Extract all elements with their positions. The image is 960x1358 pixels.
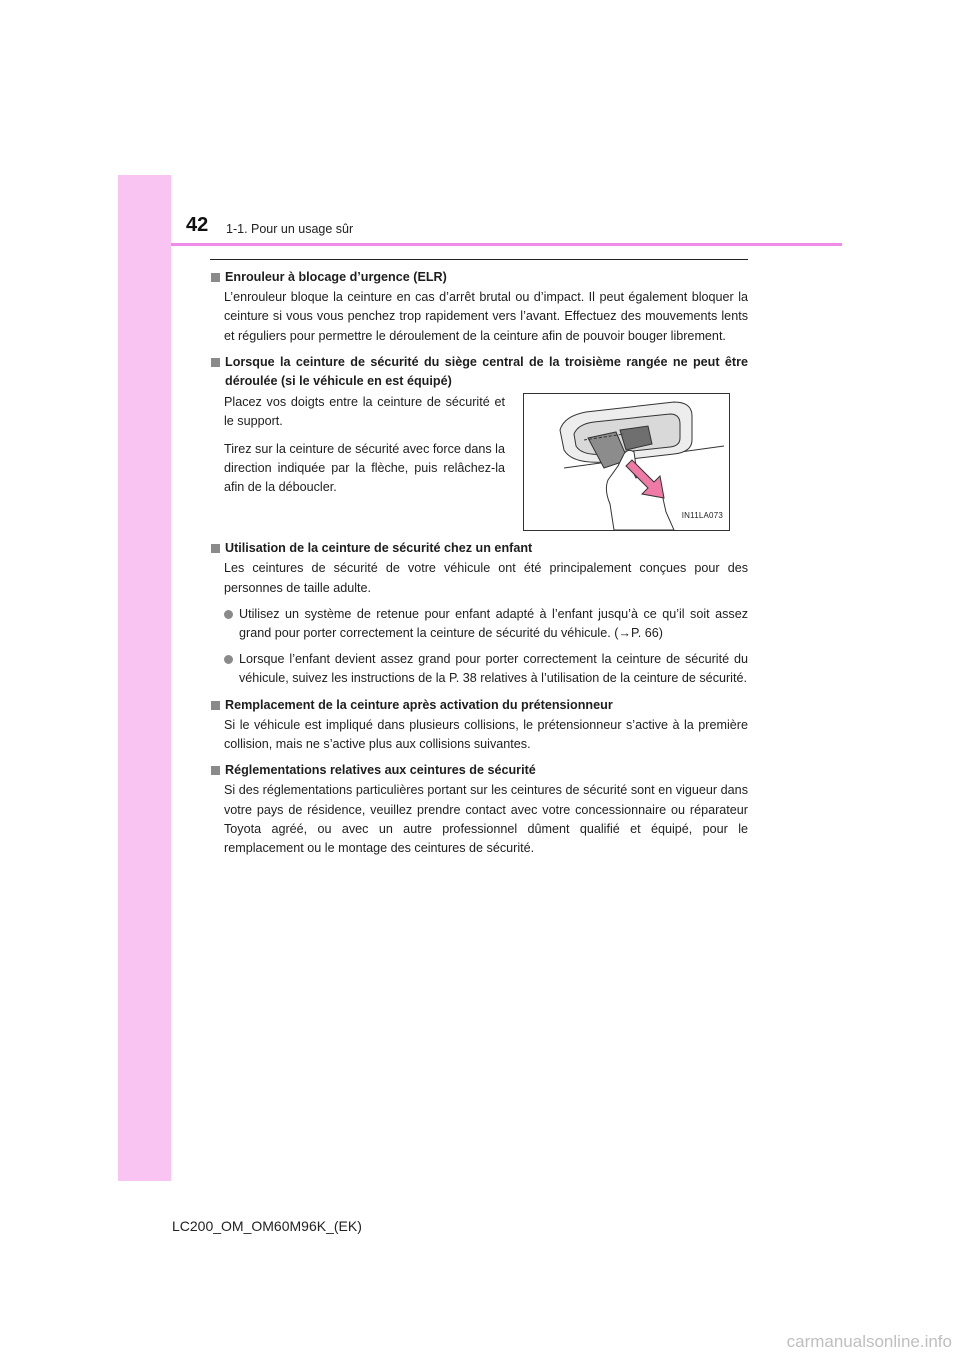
section-heading: Réglementations relatives aux ceintures de sécurité (211, 761, 748, 780)
instruction-step: Tirez sur la ceinture de sécurité avec force dans la direction indiquée par la flèche, puis relâchez-la afin de la déboucler. (224, 441, 505, 495)
header-rule (171, 243, 842, 246)
section-heading: Enrouleur à blocage d’urgence (ELR) (211, 268, 748, 287)
square-bullet-icon (211, 273, 220, 282)
figure-code: IN11LA073 (681, 511, 723, 521)
watermark: carmanualsonline.info (786, 1332, 952, 1351)
content-rule (210, 259, 748, 260)
section-body: Si le véhicule est impliqué dans plusieurs collisions, le prétensionneur s’active à la première collision, mais ne s’active plus aux collisions suivantes. (224, 717, 748, 752)
square-bullet-icon (211, 358, 220, 367)
round-bullet-icon (224, 610, 233, 619)
list-item: Utilisez un système de retenue pour enfant adapté à l’enfant jusqu’à ce qu’il soit assez grand pour porter correctement la ceinture de sécurité du véhicule. (→P. 66) (224, 605, 748, 643)
page-content (211, 268, 748, 865)
section-body: Les ceintures de sécurité de votre véhicule ont été principalement conçues pour des personnes de taille adulte. (224, 561, 748, 595)
round-bullet-icon (224, 655, 233, 664)
section-heading: Lorsque la ceinture de sécurité du siège central de la troisième rangée ne peut être déroulée (si le véhicule en est équipé) (211, 353, 748, 391)
instruction-steps (224, 393, 505, 505)
chapter-side-band (118, 175, 171, 1181)
instruction-with-figure (224, 393, 748, 531)
section-body: L’enrouleur bloque la ceinture en cas d’arrêt brutal ou d’impact. Il peut également bloquer la ceinture si vous vous penchez trop rapidement vers l’avant. Effectuez des mouvements lents et réguliers pour permettre le déroulement de la ceinture afin de pouvoir bouger librement. (224, 290, 748, 343)
page-number: 42 (186, 214, 209, 236)
section-heading: Utilisation de la ceinture de sécurité chez un enfant (211, 539, 748, 558)
section-body: Si des réglementations particulières portant sur les ceintures de sécurité sont en vigueur dans votre pays de résidence, veuillez prendre contact avec votre concessionnaire ou réparateur Toyota agréé, ou avec un autre professionnel dûment qualifié et équipé, pour le remplacement ou le montage des ceintures de sécurité. (224, 783, 748, 856)
instruction-step: Placez vos doigts entre la ceinture de sécurité et le support. (224, 395, 505, 429)
seatbelt-release-illustration (523, 393, 730, 531)
square-bullet-icon (211, 544, 220, 553)
list-item: Lorsque l’enfant devient assez grand pour porter correctement la ceinture de sécurité du véhicule, suivez les instructions de la P. 38 relatives à l’utilisation de la ceinture de sécurité. (224, 650, 748, 688)
document-code: LC200_OM_OM60M96K_(EK) (172, 1218, 362, 1234)
square-bullet-icon (211, 701, 220, 710)
square-bullet-icon (211, 766, 220, 775)
section-heading: Remplacement de la ceinture après activation du prétensionneur (211, 696, 748, 715)
section-title: 1-1. Pour un usage sûr (226, 222, 354, 236)
